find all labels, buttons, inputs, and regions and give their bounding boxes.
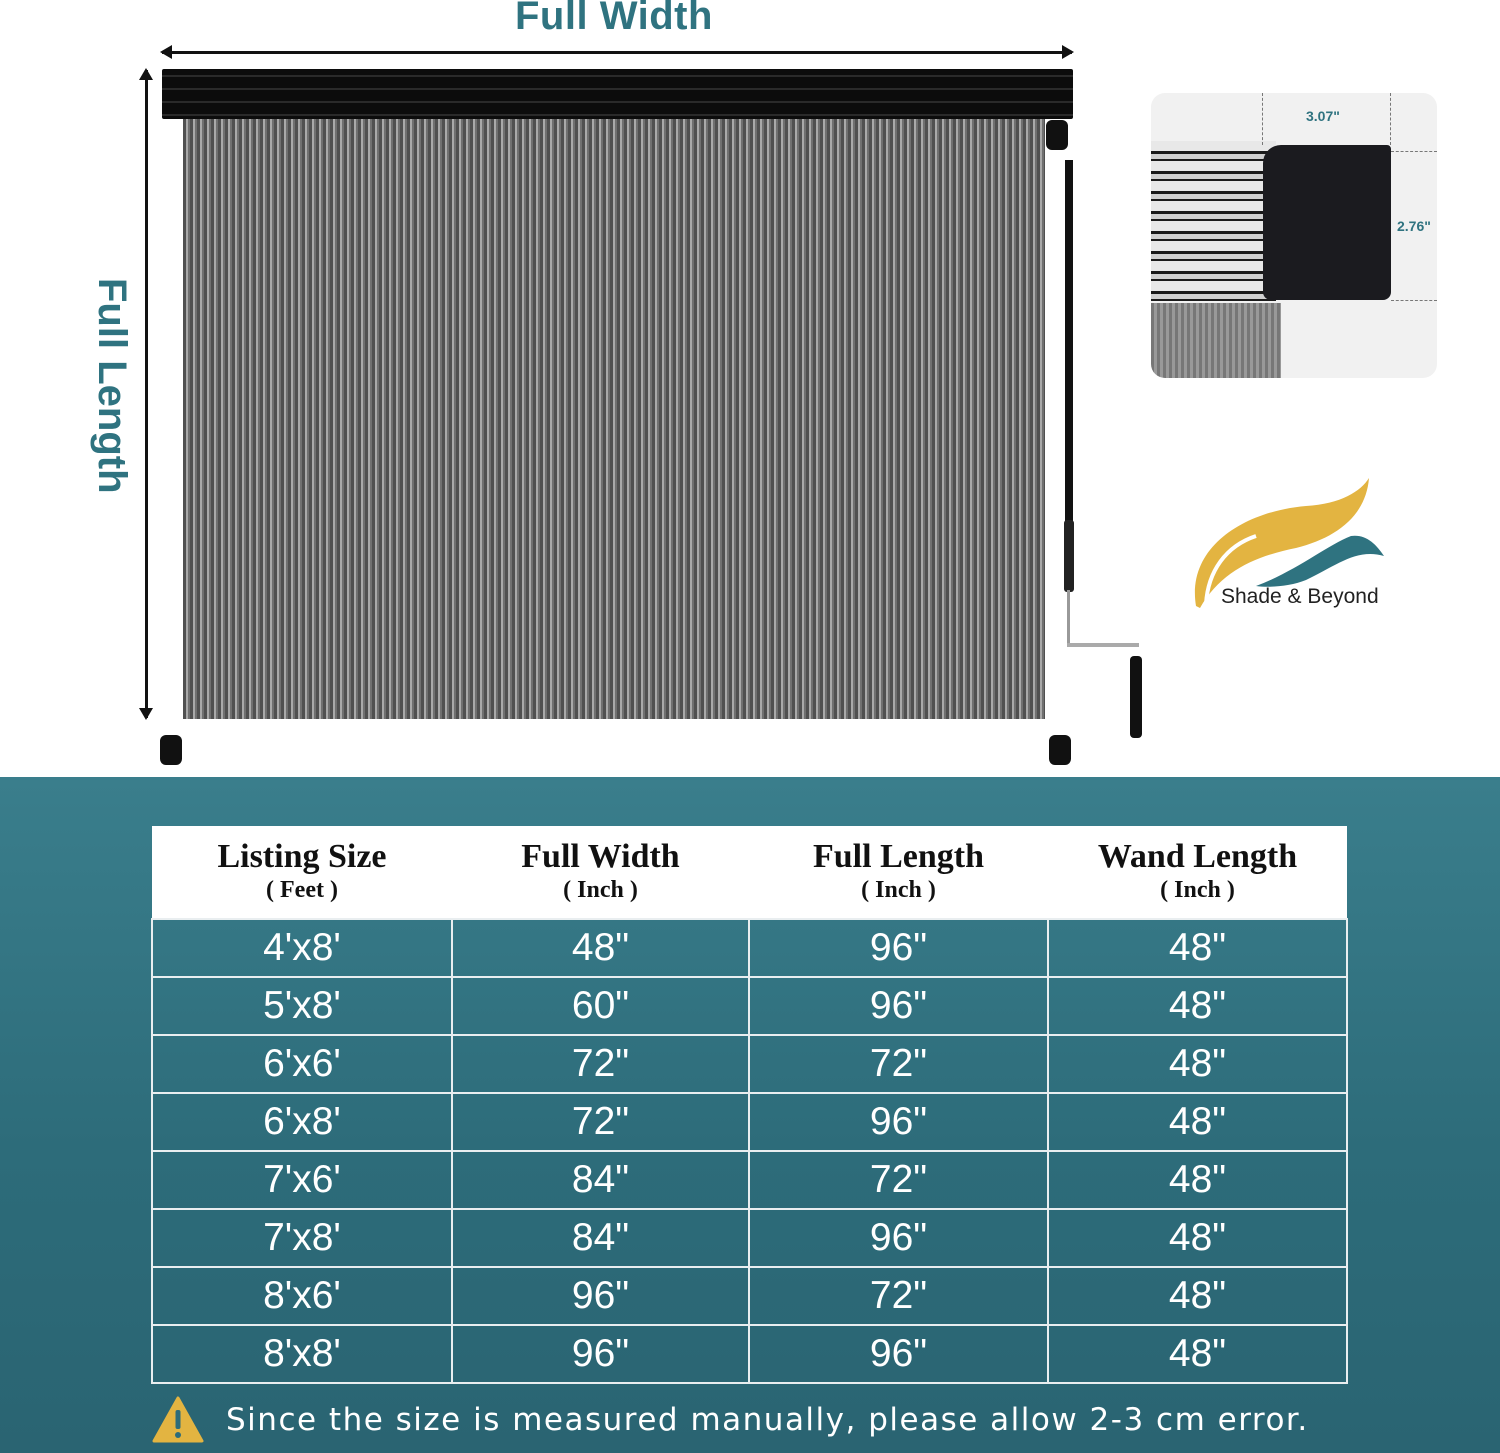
table-row: 5'x8' 60" 96" 48" — [152, 977, 1347, 1035]
table-row: 8'x8' 96" 96" 48" — [152, 1325, 1347, 1383]
height-dimension: 2.76" — [1397, 218, 1431, 234]
header-full-width: Full Width ( Inch ) — [452, 826, 749, 919]
bottom-right-bracket — [1049, 735, 1071, 765]
measurement-note — [152, 1392, 1309, 1447]
brand-name: Shade & Beyond — [1221, 585, 1379, 608]
shade-fabric — [183, 119, 1045, 719]
cassette-profile — [1151, 141, 1276, 301]
fabric-sample — [1151, 303, 1281, 378]
table-row: 8'x6' 96" 72" 48" — [152, 1267, 1347, 1325]
header-listing-size: Listing Size ( Feet ) — [152, 826, 452, 919]
note-text: Since the size is measured manually, please allow 2-3 cm error. — [226, 1401, 1309, 1438]
shade-cassette — [162, 69, 1073, 119]
table-row: 6'x8' 72" 96" 48" — [152, 1093, 1347, 1151]
bottom-left-bracket — [160, 735, 182, 765]
wand-grip — [1064, 520, 1074, 592]
length-arrow — [145, 70, 148, 718]
header-full-length: Full Length ( Inch ) — [749, 826, 1048, 919]
warning-icon — [152, 1396, 204, 1444]
width-dimension: 3.07" — [1306, 108, 1340, 124]
top-bracket — [1046, 120, 1068, 150]
table-row: 7'x8' 84" 96" 48" — [152, 1209, 1347, 1267]
size-table — [151, 826, 1348, 1384]
full-width-label: Full Width — [515, 0, 713, 38]
table-row: 6'x6' 72" 72" 48" — [152, 1035, 1347, 1093]
table-row: 7'x6' 84" 72" 48" — [152, 1151, 1347, 1209]
crank-rod — [1067, 590, 1070, 645]
dim-guide — [1391, 300, 1437, 301]
table-header-row — [152, 826, 1347, 919]
dim-guide — [1391, 151, 1437, 152]
end-cap — [1263, 145, 1391, 300]
cassette-detail-image — [1151, 93, 1437, 378]
table-row: 4'x8' 48" 96" 48" — [152, 919, 1347, 977]
dim-guide — [1262, 93, 1263, 145]
header-wand-length: Wand Length ( Inch ) — [1048, 826, 1347, 919]
full-length-label: Full Length — [90, 278, 134, 494]
crank-handle — [1130, 656, 1142, 738]
crank-arm — [1067, 643, 1139, 647]
dim-guide — [1390, 93, 1391, 145]
width-arrow — [162, 51, 1072, 54]
